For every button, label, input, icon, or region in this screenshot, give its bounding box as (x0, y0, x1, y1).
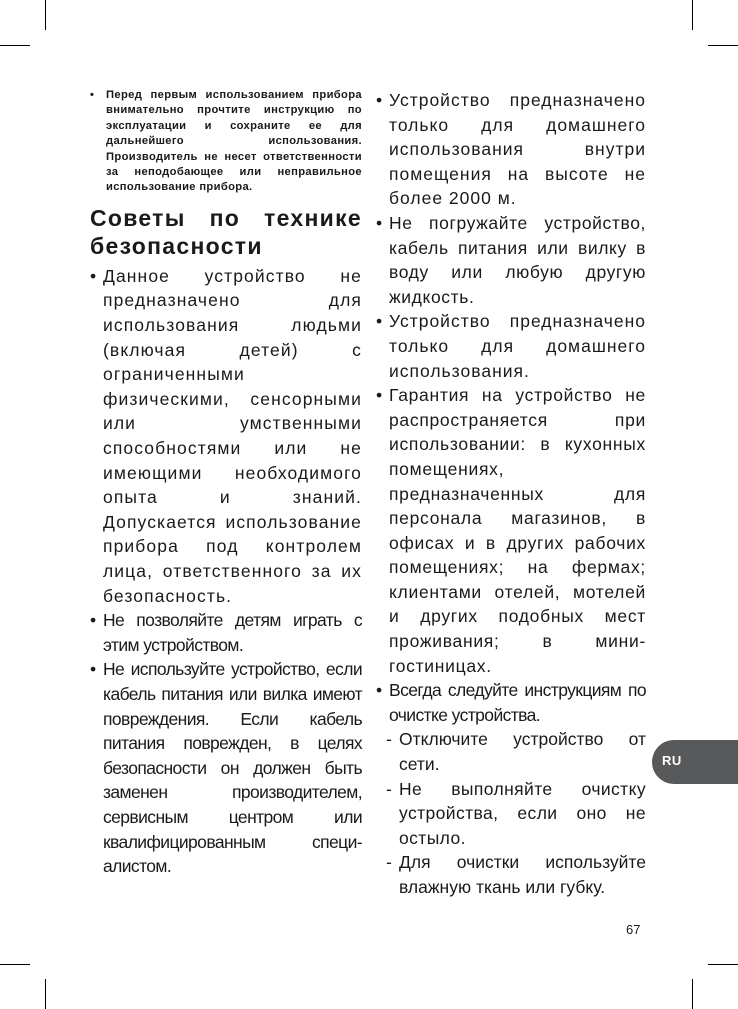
left-column (90, 88, 362, 879)
list-item-text: Устройство предназначено только для домашнего использования. (389, 311, 646, 381)
list-item (376, 309, 646, 383)
bullet: • (376, 90, 384, 110)
bullet: • (376, 680, 382, 701)
sub-list-item (376, 850, 646, 899)
list-item-text: Всегда следуйте инструкциям по очистке устройства. (389, 680, 646, 725)
sub-list-item-text: Не выполняйте очистку устройства, если оно не остыло. (399, 778, 646, 848)
language-tab (652, 740, 738, 784)
crop-mark (45, 979, 46, 1009)
intro-text: Перед первым использованием прибора внимательно прочтите инструкцию по эксплуатации и сохраните ее для дальнейшего использования. Производитель не несет ответственности за неподобающее или неправильное использование прибора. (106, 89, 362, 194)
sub-list-item (376, 777, 646, 851)
list-item (90, 608, 362, 657)
list-item (376, 383, 646, 678)
list-item-text: Данное устройство не предназначено для использования людьми (включая детей) с ограниченными физическими, сенсорными или умственными способностями или не имеющими необходимого опыта и знаний. Допускается использование прибора под контролем лица, ответственного за их безопасность. (103, 265, 362, 606)
language-tab-label: RU (662, 753, 682, 768)
list-item (376, 678, 646, 727)
bullet: • (90, 659, 96, 680)
section-heading: Советы по технике безопасности (90, 204, 362, 259)
right-column (376, 88, 646, 900)
list-item (90, 264, 362, 608)
sub-list-item (376, 727, 646, 776)
list-item (376, 88, 646, 211)
dash: - (386, 852, 392, 873)
crop-mark (708, 964, 738, 965)
crop-mark (0, 45, 30, 46)
page-number: 67 (626, 922, 641, 937)
list-item (90, 657, 362, 878)
bullet: • (376, 212, 383, 233)
sub-list-item-text: Отключите устройство от сети. (399, 729, 646, 775)
dash: - (386, 778, 393, 799)
crop-mark (0, 964, 30, 965)
list-item-text: Не используйте устройство, если кабель питания или вилка имеют повреждения. Если кабель питания поврежден, в целях безопасности он должен быть заменен производителем, сервисным центром или квалифицированным специ-алистом. (103, 659, 362, 877)
list-item (376, 211, 646, 309)
list-item-text: Гарантия на устройство не распространяется при использовании: в кухонных помещениях, предназначенных для персонала магазинов, в офисах и в других рабочих помещениях; на фермах; клиентами отелей, мотелей и других подобных мест проживания; в мини-гостиницах. (389, 385, 646, 676)
bullet: • (90, 89, 95, 101)
sub-list-item-text: Для очистки используйте влажную ткань или губку. (399, 852, 646, 897)
bullet: • (90, 265, 98, 286)
list-item-text: Устройство предназначено только для домашнего использования внутри помещения на высоте не более 2000 м. (389, 90, 646, 209)
crop-mark (692, 0, 693, 30)
list-item-text: Не позволяйте детям играть с этим устройством. (103, 610, 362, 655)
crop-mark (708, 45, 738, 46)
bullet: • (376, 385, 383, 406)
bullet: • (376, 311, 384, 332)
dash: - (386, 729, 392, 750)
list-item-text: Не погружайте устройство, кабель питания или вилку в воду или любую другую жидкость. (389, 212, 646, 307)
intro-paragraph (90, 88, 362, 196)
crop-mark (692, 979, 693, 1009)
crop-mark (45, 0, 46, 30)
bullet: • (90, 610, 96, 631)
